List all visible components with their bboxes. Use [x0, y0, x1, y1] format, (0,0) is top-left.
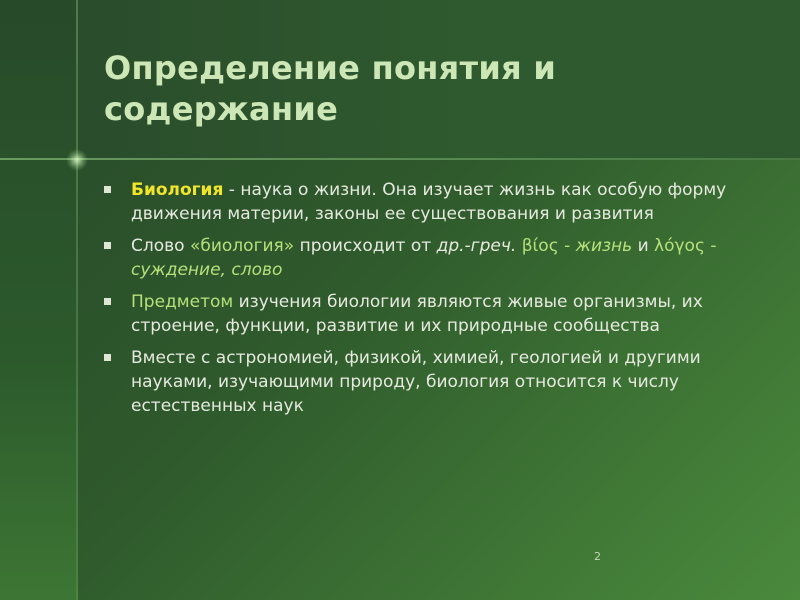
vertical-divider	[76, 0, 78, 600]
square-bullet-icon	[104, 186, 111, 193]
bullet-2-part2: происходит от	[294, 236, 437, 256]
bullet-2-connector: и	[632, 236, 655, 256]
square-bullet-icon	[104, 298, 111, 305]
bullet-item-3	[104, 290, 764, 338]
left-band	[0, 0, 78, 600]
page-number: 2	[594, 550, 601, 563]
bullet-2-meaning1: жизнь	[575, 236, 633, 256]
bullet-text-4: Вместе с астрономией, физикой, химией, геологией и другими науками, изучающими природу, биология относится к числу естественных наук	[131, 348, 701, 416]
bullet-2-greek2: λόγος -	[654, 236, 717, 256]
square-bullet-icon	[104, 354, 111, 361]
bullet-item-1	[104, 178, 764, 226]
bullet-2-part1: Слово	[131, 236, 190, 256]
horizontal-divider	[0, 158, 800, 160]
bullet-text-3: изучения биологии являются живые организмы, их строение, функции, развитие и их природные сообщества	[131, 292, 703, 336]
term-biology: Биология	[131, 180, 224, 200]
bullet-2-quoted: «биология»	[189, 236, 295, 256]
bullet-2-greek1: βίος -	[516, 236, 576, 256]
term-subject: Предметом	[131, 292, 234, 312]
bullet-2-meaning2: суждение, слово	[131, 260, 283, 280]
bullet-item-4	[104, 346, 764, 418]
square-bullet-icon	[104, 242, 111, 249]
bullet-text-1: - наука о жизни. Она изучает жизнь как особую форму движения материи, законы ее существования и развития	[131, 180, 727, 224]
divider-glow	[66, 149, 88, 171]
bullet-list	[104, 178, 764, 426]
slide-title: Определение понятия и содержание	[104, 49, 557, 128]
bullet-item-2	[104, 234, 764, 282]
bullet-2-source: др.-греч.	[436, 236, 517, 256]
